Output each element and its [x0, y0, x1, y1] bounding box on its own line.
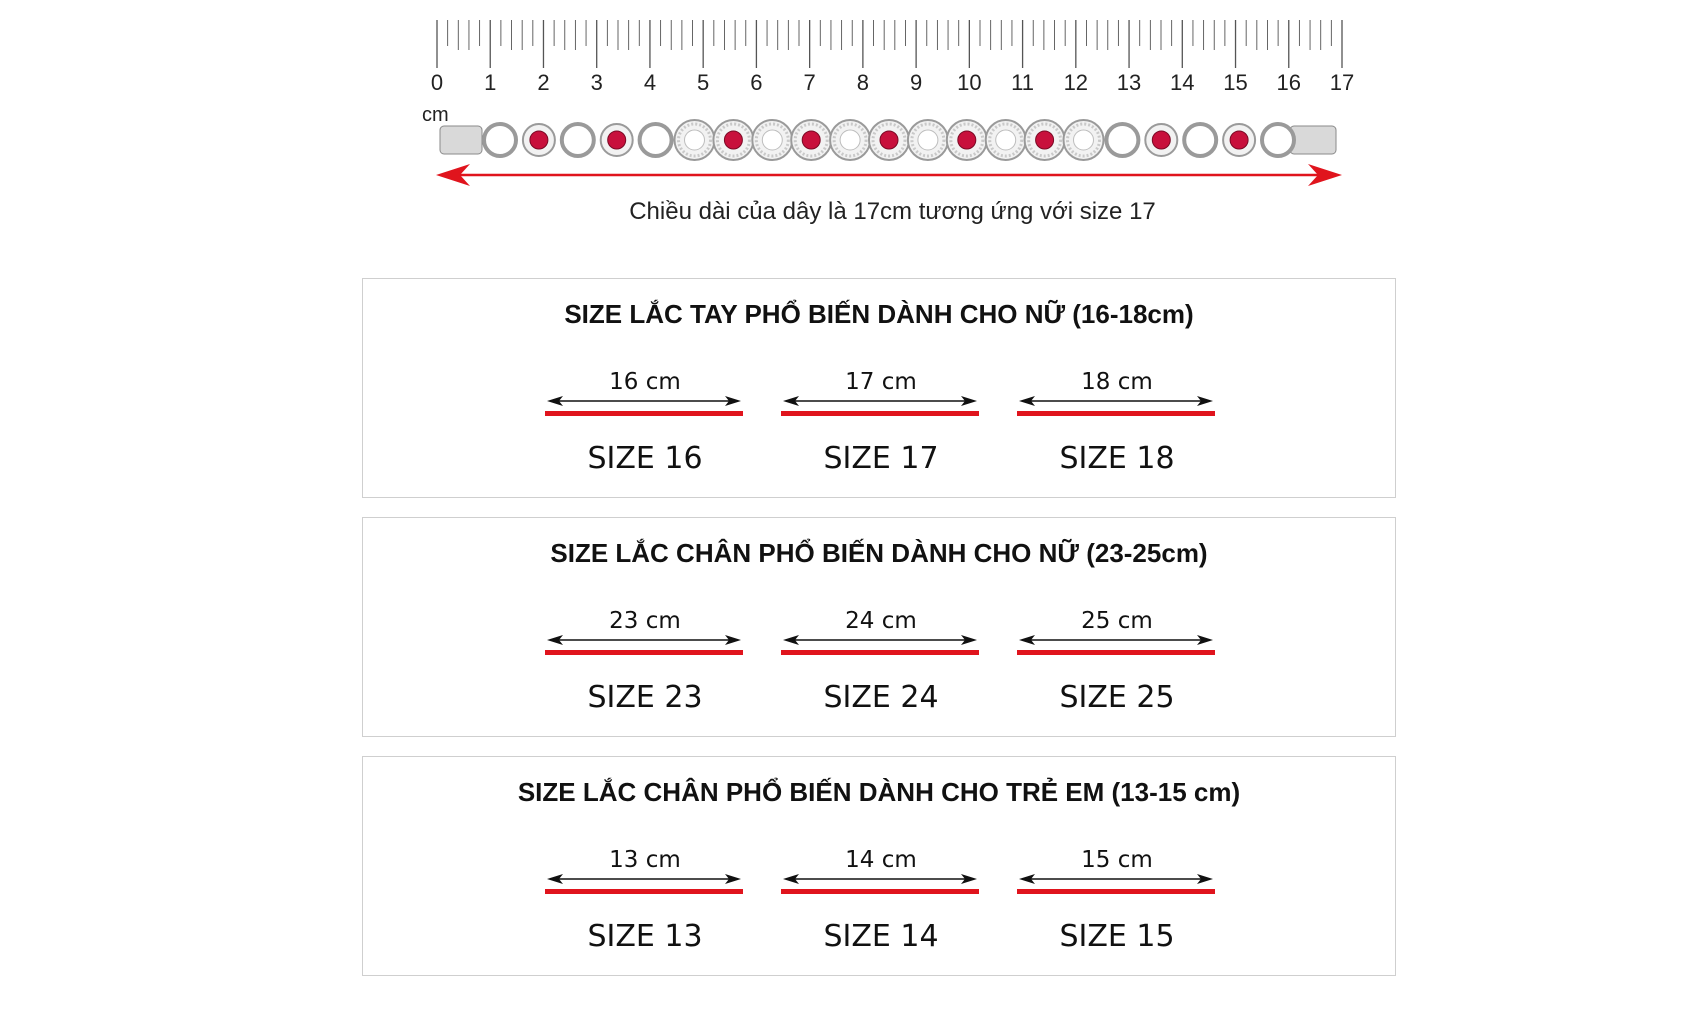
size-item	[1017, 847, 1217, 967]
ruler-number: 12	[1063, 70, 1089, 95]
length-label: 16 cm	[609, 369, 681, 395]
ruler-number: 11	[1011, 70, 1034, 95]
ruler-number: 9	[909, 70, 923, 95]
bracelet-ruby	[802, 131, 820, 149]
red-bar	[545, 889, 743, 894]
ruler-number: 6	[750, 70, 763, 95]
size-label: SIZE 13	[587, 919, 703, 954]
double-arrow-icon	[545, 871, 745, 887]
size-label: SIZE 14	[823, 919, 939, 954]
bracelet-diamond	[762, 130, 782, 150]
ruler-unit-label: cm	[422, 104, 449, 126]
size-item	[781, 847, 981, 967]
red-bar	[1017, 889, 1215, 894]
panel-anklet-women	[362, 517, 1396, 737]
double-arrow-icon	[545, 393, 745, 409]
bracelet-image	[440, 120, 1336, 160]
double-arrow-icon	[1017, 632, 1217, 648]
length-label: 25 cm	[1081, 608, 1153, 634]
length-label: 15 cm	[1081, 847, 1153, 873]
double-arrow-icon	[1017, 393, 1217, 409]
ruler-number: 15	[1223, 70, 1248, 95]
red-bar	[1017, 411, 1215, 416]
bracelet-diamond	[685, 130, 705, 150]
ruler-number: 10	[957, 70, 982, 95]
size-item	[781, 608, 981, 728]
bracelet-ruby	[724, 131, 742, 149]
ruler-ticks	[437, 20, 1342, 68]
size-label: SIZE 24	[823, 680, 939, 715]
size-item	[545, 608, 745, 728]
length-label: 13 cm	[609, 847, 681, 873]
size-item	[1017, 369, 1217, 489]
bracelet-link	[1106, 124, 1138, 156]
ruler-number: 13	[1116, 70, 1142, 95]
length-label: 24 cm	[845, 608, 917, 634]
ruler-number: 3	[590, 70, 603, 95]
bracelet-diamond	[918, 130, 938, 150]
bracelet-link	[1262, 124, 1294, 156]
bracelet-link	[1184, 124, 1216, 156]
bracelet-caption: Chiều dài của dây là 17cm tương ứng với size 17	[629, 198, 1156, 225]
bracelet-clasp	[440, 126, 482, 154]
ruler-number: 16	[1276, 70, 1301, 95]
ruler-number: 0	[430, 70, 444, 95]
bracelet-ruby	[530, 131, 548, 149]
ruler-number: 14	[1170, 70, 1195, 95]
bracelet-ruby	[1152, 131, 1170, 149]
ruler-number: 8	[856, 70, 869, 95]
red-bar	[781, 889, 979, 894]
bracelet-diamond	[996, 130, 1016, 150]
bracelet-link	[562, 124, 594, 156]
ruler-illustration	[0, 0, 1700, 250]
red-bar	[545, 411, 743, 416]
panel-title: SIZE LẮC TAY PHỔ BIẾN DÀNH CHO NỮ (16-18cm)	[564, 299, 1194, 329]
size-label: SIZE 18	[1059, 441, 1175, 476]
bracelet-ruby	[958, 131, 976, 149]
bracelet-link	[484, 124, 516, 156]
red-bar	[781, 411, 979, 416]
double-arrow-icon	[545, 632, 745, 648]
ruler-number: 1	[484, 70, 497, 95]
double-arrow-icon	[781, 632, 981, 648]
panel-anklet-kids	[362, 756, 1396, 976]
length-label: 17 cm	[845, 369, 917, 395]
bracelet-clasp	[1290, 126, 1336, 154]
length-label: 23 cm	[609, 608, 681, 634]
panel-title: SIZE LẮC CHÂN PHỔ BIẾN DÀNH CHO TRẺ EM (13-15 cm)	[517, 777, 1241, 807]
red-bar	[545, 650, 743, 655]
bracelet-diamond	[1074, 130, 1094, 150]
size-label: SIZE 16	[587, 441, 703, 476]
bracelet-ruby	[880, 131, 898, 149]
bracelet-ruby	[1230, 131, 1248, 149]
ruler-number: 7	[803, 70, 816, 95]
bracelet-diamond	[840, 130, 860, 150]
double-arrow-icon	[1017, 871, 1217, 887]
bracelet-ruby	[608, 131, 626, 149]
red-bar	[781, 650, 979, 655]
size-label: SIZE 15	[1059, 919, 1175, 954]
red-bar	[1017, 650, 1215, 655]
size-item	[781, 369, 981, 489]
double-arrow-icon	[781, 871, 981, 887]
ruler-number: 5	[697, 70, 710, 95]
ruler-number: 2	[537, 70, 550, 95]
size-label: SIZE 23	[587, 680, 703, 715]
size-label: SIZE 17	[823, 441, 939, 476]
length-arrow	[436, 164, 1342, 186]
size-label: SIZE 25	[1059, 680, 1175, 715]
ruler-number: 4	[643, 70, 657, 95]
panel-bracelet-women	[362, 278, 1396, 498]
length-label: 14 cm	[845, 847, 917, 873]
ruler-number: 17	[1329, 70, 1355, 95]
length-label: 18 cm	[1081, 369, 1153, 395]
panel-title: SIZE LẮC CHÂN PHỔ BIẾN DÀNH CHO NỮ (23-25cm)	[550, 538, 1208, 568]
double-arrow-icon	[781, 393, 981, 409]
bracelet-link	[640, 124, 672, 156]
size-item	[545, 369, 745, 489]
bracelet-ruby	[1036, 131, 1054, 149]
size-item	[545, 847, 745, 967]
size-item	[1017, 608, 1217, 728]
